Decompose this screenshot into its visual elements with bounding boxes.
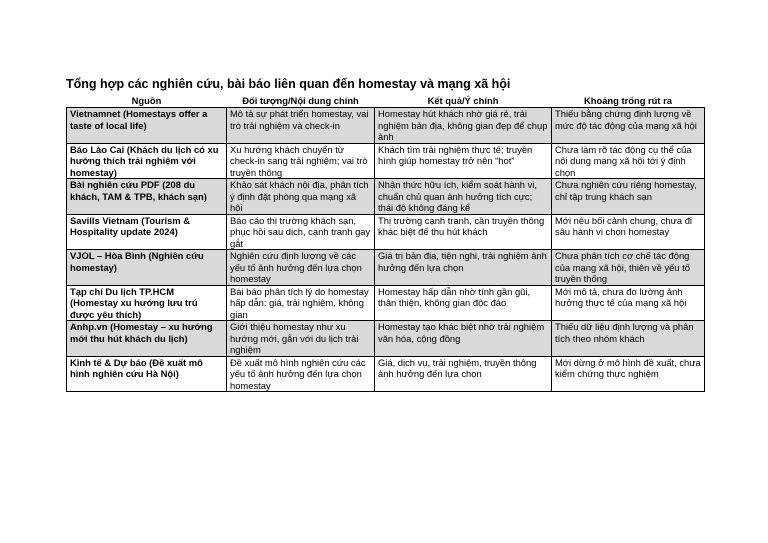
research-table: [66, 95, 705, 392]
header-result: Kết quả/Ý chính: [427, 95, 499, 107]
cell-source: VJOL – Hòa Bình (Nghiên cứu homestay): [67, 250, 227, 286]
cell-gap: Chưa phân tích cơ chế tác động của mạng xã hội, thiên về yếu tố truyền thống: [552, 250, 705, 286]
cell-gap: Chưa nghiên cứu riêng homestay, chỉ tập trung khách sạn: [552, 179, 705, 215]
cell-result: Nhận thức hữu ích, kiểm soát hành vi, chuẩn chủ quan ảnh hưởng tích cực; thái độ không đáng kể: [375, 179, 552, 215]
cell-source: Báo Lào Cai (Khách du lịch có xu hướng thích trải nghiệm với homestay): [67, 143, 227, 179]
cell-result: Homestay tạo khác biệt nhờ trải nghiệm văn hóa, cộng đồng: [375, 321, 552, 357]
table-row: [67, 285, 705, 321]
cell-gap: Thiếu dữ liệu định lượng và phân tích theo nhóm khách: [552, 321, 705, 357]
cell-result: Giá, dịch vụ, trải nghiệm, truyền thông ảnh hưởng đến lựa chọn: [375, 356, 552, 392]
cell-result: Homestay hấp dẫn nhờ tính gần gũi, thân thiện, không gian độc đáo: [375, 285, 552, 321]
cell-gap: Mới mô tả, chưa đo lường ảnh hưởng thực tế của mạng xã hội: [552, 285, 705, 321]
cell-source: Bài nghiên cứu PDF (208 du khách, TAM & TPB, khách sạn): [67, 179, 227, 215]
cell-result: Homestay hút khách nhờ giá rẻ, trải nghiệm bản địa, không gian đẹp để chụp ảnh: [375, 108, 552, 144]
header-content: Đối tượng/Nội dung chính: [242, 95, 359, 107]
table-header-row: [67, 95, 705, 108]
cell-gap: Chưa làm rõ tác động cụ thể của nội dung mạng xã hội tới ý định chọn: [552, 143, 705, 179]
cell-source: Vietnamnet (Homestays offer a taste of local life): [67, 108, 227, 144]
header-gap: Khoảng trống rút ra: [583, 95, 672, 107]
table-row: [67, 321, 705, 357]
table-row: [67, 179, 705, 215]
cell-source: Savills Vietnam (Tourism & Hospitality update 2024): [67, 214, 227, 250]
cell-content: Khảo sát khách nội địa, phân tích ý định đặt phòng qua mạng xã hội: [227, 179, 375, 215]
cell-content: Nghiên cứu định lượng về các yếu tố ảnh hưởng đến lựa chọn homestay: [227, 250, 375, 286]
table-row: [67, 356, 705, 392]
cell-content: Bài báo phân tích lý do homestay hấp dẫn: giá, trải nghiệm, không gian: [227, 285, 375, 321]
cell-gap: Thiếu bằng chứng định lượng về mức độ tác động của mạng xã hội: [552, 108, 705, 144]
cell-gap: Mới dừng ở mô hình đề xuất, chưa kiểm chứng thực nghiệm: [552, 356, 705, 392]
cell-content: Đề xuất mô hình nghiên cứu các yếu tố ảnh hưởng đến lựa chọn homestay: [227, 356, 375, 392]
cell-content: Xu hướng khách chuyển từ check-in sang trải nghiệm; vai trò truyền thông: [227, 143, 375, 179]
cell-gap: Mới nêu bối cảnh chung, chưa đi sâu hành vi chọn homestay: [552, 214, 705, 250]
cell-source: Tạp chí Du lịch TP.HCM (Homestay xu hướng lưu trú được yêu thích): [67, 285, 227, 321]
cell-content: Báo cáo thị trường khách sạn, phục hồi sau dịch, cạnh tranh gay gắt: [227, 214, 375, 250]
cell-content: Mô tả sự phát triển homestay, vai trò trải nghiệm và check-in: [227, 108, 375, 144]
cell-source: Anhp.vn (Homestay – xu hướng mới thu hút khách du lịch): [67, 321, 227, 357]
cell-content: Giới thiệu homestay như xu hướng mới, gắn với du lịch trải nghiệm: [227, 321, 375, 357]
table-row: [67, 250, 705, 286]
cell-result: Giá trị bản địa, tiện nghi, trải nghiệm ảnh hưởng đến lựa chọn: [375, 250, 552, 286]
cell-result: Thị trường cạnh tranh, cần truyền thông khác biệt để thu hút khách: [375, 214, 552, 250]
table-row: [67, 108, 705, 144]
cell-result: Khách tìm trải nghiệm thực tế; truyền hình giúp homestay trở nên “hot”: [375, 143, 552, 179]
document-title: Tổng hợp các nghiên cứu, bài báo liên quan đến homestay và mạng xã hội: [66, 77, 511, 91]
header-source: Nguồn: [131, 95, 162, 107]
table-row: [67, 143, 705, 179]
table-row: [67, 214, 705, 250]
cell-source: Kinh tế & Dự báo (Đề xuất mô hình nghiên cứu Hà Nội): [67, 356, 227, 392]
